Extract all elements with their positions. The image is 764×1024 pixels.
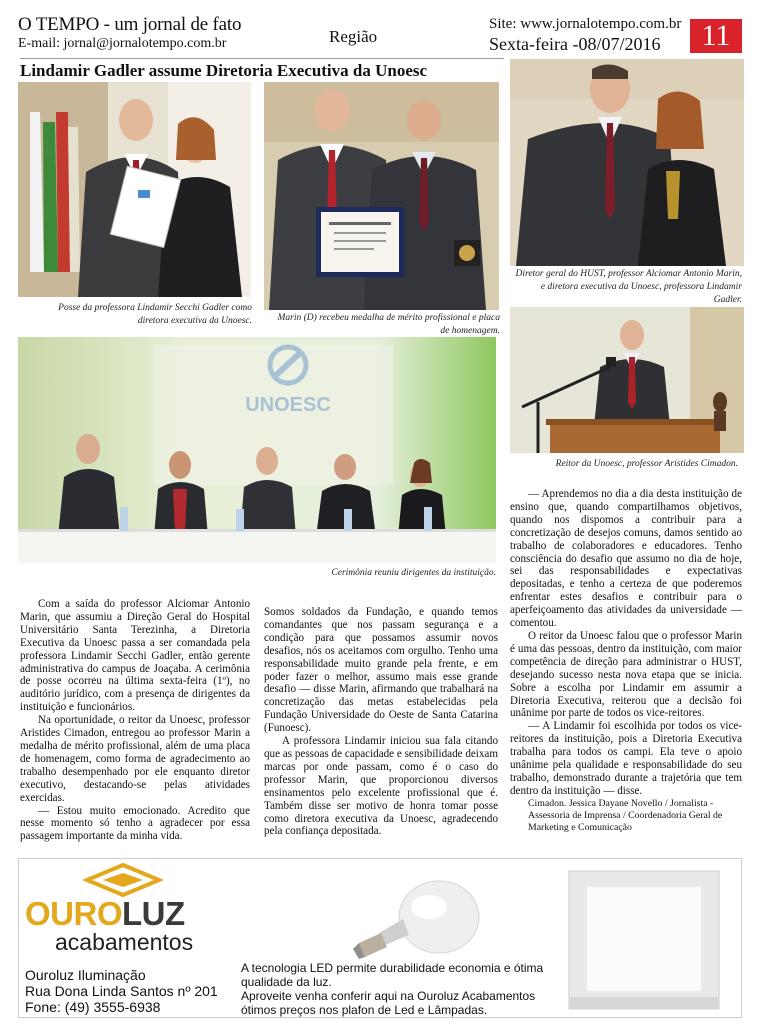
photo-medalha bbox=[264, 82, 499, 310]
caption-photo5: Reitor da Unoesc, professor Aristides Cimadon. bbox=[555, 459, 738, 469]
masthead-email: E-mail: jornal@jornalotempo.com.br bbox=[18, 36, 227, 51]
article-headline: Lindamir Gadler assume Diretoria Executiva da Unoesc bbox=[20, 58, 504, 81]
ad-address-line: Ouroluz Iluminação bbox=[25, 967, 146, 983]
article-paragraph: Com a saída do professor Alciomar Antonio Marin, que assumiu a Direção Geral do Hospital Universitário Santa Terezinha, a Diretoria Executiva da Unoesc passa a ser comandada pela professora Lindamir Secchi Gadler, então gerente administrativa do campus de Joaçaba. A cerimônia de posse ocorreu na última sexta-feira (1º), no auditório jurídico, com a presença de dirigentes da instituição e funcionários. bbox=[20, 598, 250, 714]
article-paragraph: — Aprendemos no dia a dia desta instituição de ensino que, quando compartilhamos objetivos, quando nos dispomos a contribuir para a concretização de desejos comuns, damos sentido ao trabalho de colaboradores e educadores. Tenho consciência do desafio que assumo no dia de hoje, sei das responsabilidades e expectativas depositadas, e tenho a certeza de que poderemos enfrentar estes desafios e contribuir para o aperfeiçoamento das atividades da universidade — comentou. bbox=[510, 488, 742, 630]
article-column-3 bbox=[510, 488, 742, 834]
diamond-logo-icon bbox=[83, 863, 163, 897]
photo-cerimonia bbox=[18, 337, 496, 563]
article-paragraph: Somos soldados da Fundação, e quando temos comandantes que nos passam segurança e a condição para que possamos assumir novos desafios, nós os aceitamos com orgulho. Tenho uma responsabilidade muito grande pela frente, e em poder fazer o melhor, assumo mais esse grande desafio — disse Marin, afirmando que trabalhará na concretização das metas estabelecidas pela Fundação Universidade do Oeste de Santa Catarina (Funoesc). bbox=[264, 606, 498, 735]
ad-copy-line: A tecnologia LED permite durabilidade economia e ótima qualidade da luz. bbox=[241, 961, 544, 989]
article-column-1 bbox=[20, 598, 250, 843]
photo-posse bbox=[18, 82, 251, 297]
ad-brand-part1: OURO bbox=[25, 895, 122, 932]
masthead-site: Site: www.jornalotempo.com.br bbox=[489, 16, 682, 32]
article-credit: Cimadon. Jessica Dayane Novello / Jornalista - Assessoria de Imprensa / Coordenadoria Geral de Marketing e Comunicação bbox=[528, 797, 723, 833]
masthead: O TEMPO - um jornal de fato bbox=[18, 14, 242, 35]
led-bulb-icon bbox=[349, 877, 489, 967]
article-paragraph: — Estou muito emocionado. Acredito que nesse momento só tenho a agradecer por essa passagem importante da minha vida. bbox=[20, 804, 250, 843]
banner-logo-text: UNOESC bbox=[245, 394, 331, 416]
caption-photo4: Cerimônia reuniu dirigentes da instituição. bbox=[331, 568, 496, 578]
photo-reitor bbox=[510, 307, 744, 453]
caption-photo3: Diretor geral do HUST, professor Alciomar Antonio Marin, e diretora executiva da Unoesc, professora Lindamir Gadler. bbox=[515, 269, 742, 305]
article-paragraph: — A Lindamir foi escolhida por todos os vice-reitores da instituição, pois a Diretoria Executiva trabalha para todos os campi. Ela teve o apoio unânime pela qualidade e responsabilidade do seu trabalho, demonstrado durante a trajetória que tem dentro da instituição — disse. bbox=[510, 720, 742, 797]
article-paragraph: Na oportunidade, o reitor da Unoesc, professor Aristides Cimadon, entregou ao professor Marin a medalha de mérito profissional, além de uma placa de homenagem, como forma de agradecimento ao trabalho desempenhado por ele enquanto diretor executivo, destacando-se pelas atividades exercidas. bbox=[20, 714, 250, 804]
page-number: 11 bbox=[690, 19, 742, 53]
ad-address bbox=[25, 967, 218, 1015]
ad-address-line: Rua Dona Linda Santos nº 201 bbox=[25, 983, 218, 999]
ad-copy-line: Aproveite venha conferir aqui na Ouroluz Acabamentos ótimos preços nos plafon de Led e Lâmpadas. bbox=[241, 989, 536, 1017]
ad-address-line: Fone: (49) 3555-6938 bbox=[25, 999, 161, 1015]
ad-brand-part2: LUZ bbox=[122, 895, 185, 932]
ad-ouroluz bbox=[18, 858, 742, 1018]
issue-date: Sexta-feira -08/07/2016 bbox=[489, 34, 661, 54]
photo-diretores bbox=[510, 59, 744, 266]
caption-photo1: Posse da professora Lindamir Secchi Gadler como diretora executiva da Unoesc. bbox=[58, 303, 252, 326]
article-paragraph: A professora Lindamir iniciou sua fala citando que as pessoas de capacidade e sensibilidade deixam marcas por onde passam, como é o caso do professor Marin, que proporcionou diversos ensinamentos pelo excelente profissional que é. Também disse ser motivo de honra tomar posse como diretora executiva da Unoesc, agradecendo pela confiança depositada. bbox=[264, 735, 498, 838]
ad-copy bbox=[241, 961, 571, 1017]
article-paragraph: O reitor da Unoesc falou que o professor Marin é uma das pessoas, dentro da instituição, com maior competência de direção para administrar o HUST, desejando sucesso nesta nova etapa que se inicia. Sobre a escolha por Lindamir em assumir a Diretoria Executiva, reiterou que a decisão foi unânime por parte de todos os vice-reitores. bbox=[510, 629, 742, 720]
ad-brand-sub: acabamentos bbox=[55, 929, 194, 955]
led-panel-icon bbox=[565, 867, 723, 1013]
ad-brand bbox=[25, 895, 185, 933]
article-column-2 bbox=[264, 606, 498, 838]
caption-photo2: Marin (D) recebeu medalha de mérito profissional e placa de homenagem. bbox=[277, 313, 500, 336]
section-title: Região bbox=[329, 27, 378, 46]
